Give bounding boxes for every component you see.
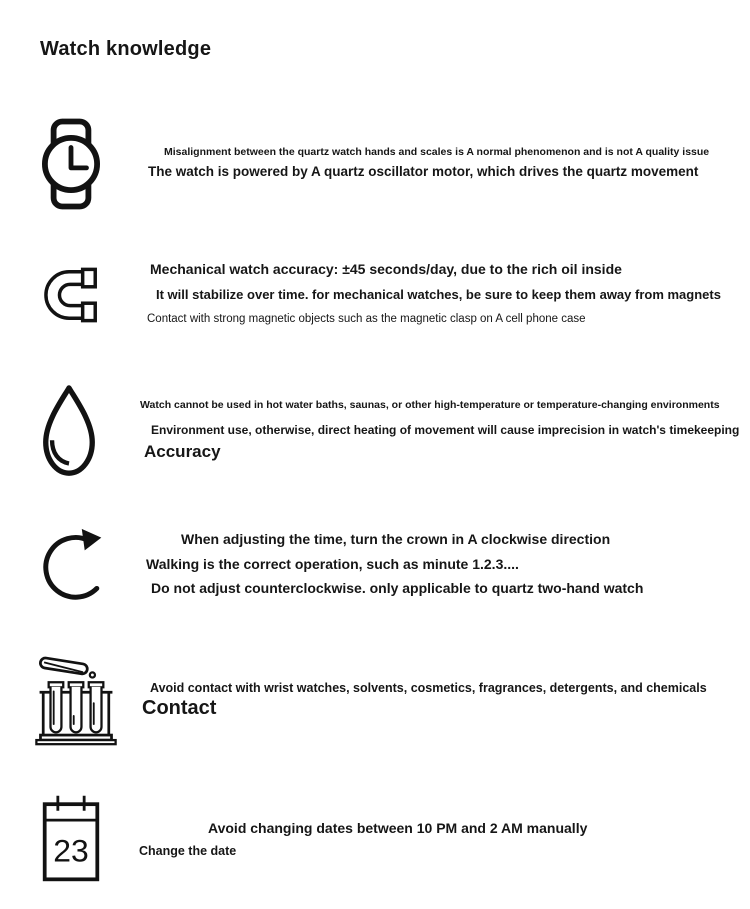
note-line: Watch cannot be used in hot water baths, saunas, or other high-temperature or temperature-changing environments: [140, 399, 720, 411]
page-title: Watch knowledge: [40, 38, 212, 60]
note-line: Environment use, otherwise, direct heating of movement will cause imprecision in watch's timekeeping: [151, 423, 740, 437]
note-line: Avoid contact with wrist watches, solvents, cosmetics, fragrances, detergents, and chemicals: [150, 681, 707, 695]
note-line: Walking is the correct operation, such as minute 1.2.3....: [146, 556, 519, 572]
clockwise-arrow-icon: [38, 521, 114, 607]
note-line: It will stabilize over time. for mechanical watches, be sure to keep them away from magnets: [156, 287, 721, 302]
note-line: Contact with strong magnetic objects such as the magnetic clasp on A cell phone case: [147, 313, 586, 325]
test-tubes-icon: [34, 644, 118, 746]
water-drop-icon: [38, 383, 100, 480]
calendar-day: 23: [53, 832, 89, 869]
note-line: Change the date: [139, 844, 237, 858]
calendar-icon: [40, 792, 102, 884]
magnet-icon: [40, 266, 106, 324]
section-heading-accuracy: Accuracy: [144, 442, 221, 461]
note-line: Misalignment between the quartz watch hands and scales is A normal phenomenon and is not A quality issue: [164, 146, 710, 158]
section-heading-contact: Contact: [142, 697, 217, 719]
note-line: When adjusting the time, turn the crown in A clockwise direction: [181, 531, 611, 547]
note-line: The watch is powered by A quartz oscillator motor, which drives the quartz movement: [148, 164, 699, 179]
note-line: Mechanical watch accuracy: ±45 seconds/day, due to the rich oil inside: [150, 261, 622, 277]
note-line: Do not adjust counterclockwise. only applicable to quartz two-hand watch: [151, 580, 644, 596]
watch-icon: [42, 117, 100, 211]
note-line: Avoid changing dates between 10 PM and 2 AM manually: [208, 820, 588, 836]
